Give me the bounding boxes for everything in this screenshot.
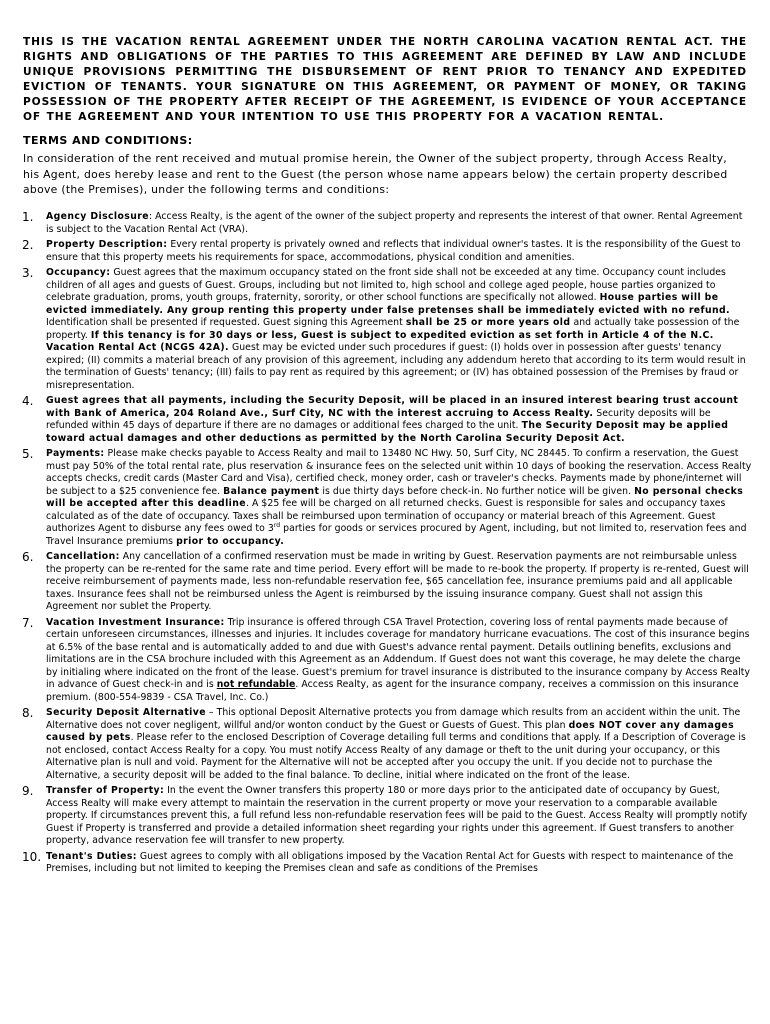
term-text: Property Description: <box>46 239 168 250</box>
terms-list <box>22 211 752 879</box>
term-text: . A $25 fee will be charged on all returned checks. Guest is responsible for sales and occupancy taxes calculated as of the date of occupancy. Taxes shall be reimbursed upon termination of occupancy or material breach of this Agreement. Guest authorizes Agent to disburse any fees owed to 3 <box>46 498 726 534</box>
term-text: In the event the Owner transfers this property 180 or more days prior to the anticipated date of occupancy by Guest, Access Realty will make every attempt to maintain the reservation in the current property or move your reservation to a comparable available property. If circumstances prevent this, a full refund less non-refundable reservation fees will be paid to the Guest. Access Realty will promptly notify Guest if Property is transferred and provide a detailed information sheet regarding your rights under this agreement. If Guest transfers to another property, advance reservation fee will transfer to new property. <box>46 785 748 846</box>
term-text: Guest may be evicted under such procedures if guest: (I) holds over in possession after guests' tenancy expired; (II) commits a material breach of any provision of this agreement, including any addendum hereto that according to its term would result in the termination of Guests' tenancy; (III) fails to pay rent as required by this agreement; or (IV) has obtained possession of the Premises by fraud or misrepresentation. <box>46 342 746 391</box>
term-text: : Access Realty, is the agent of the owner of the subject property and represents the interest of that owner. Rental Agreement is subject to the Vacation Rental Act (VRA). <box>46 211 743 235</box>
term-text: No personal checks will be accepted after this deadline <box>46 485 744 509</box>
term-text: The Security Deposit may be applied toward actual damages and other deductions as permitted by the North Carolina Security Deposit Act. <box>46 420 729 444</box>
term-text: Security deposits will be refunded within 45 days of departure if there are no damages or additional fees charged to the unit. <box>46 407 711 431</box>
term-text: Guest agrees to comply with all obligations imposed by the Vacation Rental Act for Guests with respect to maintenance of the Premises, including but not limited to keeping the Premises clean and safe as conditions of the Premises <box>46 850 734 874</box>
term-number: 3. <box>22 266 34 280</box>
term-number: 2. <box>22 238 34 252</box>
term-text: Cancellation: <box>46 551 120 562</box>
term-text: Agency Disclosure <box>46 211 149 222</box>
term-text: Vacation Investment Insurance: <box>46 616 225 628</box>
term-text: Transfer of Property: <box>46 785 165 796</box>
term-text: rd <box>273 521 281 529</box>
term-text: and actually take possession of the property. <box>46 317 740 341</box>
term-text: Occupancy: <box>46 267 111 278</box>
term-number: 7. <box>22 615 34 630</box>
term-text: If this tenancy is for 30 days or less, Guest is subject to expedited eviction as set forth in Article 4 of the N.C. Vacation Rental Act (NCGS 42A). <box>46 329 714 353</box>
term-item <box>22 785 752 848</box>
term-item <box>22 267 752 392</box>
term-item <box>22 395 752 445</box>
term-number: 5. <box>22 447 34 461</box>
term-item <box>22 551 752 614</box>
intro-paragraph: In consideration of the rent received and mutual promise herein, the Owner of the subject property, through Access Realty, his Agent, does hereby lease and rent to the Guest (the person whose name appears below) the certain property described above (the Premises), under the following terms and conditions: <box>23 152 728 196</box>
term-item <box>22 448 752 548</box>
term-text: Tenant's Duties: <box>46 850 137 862</box>
term-number: 8. <box>22 706 34 720</box>
term-text: Please make checks payable to Access Realty and mail to 13480 NC Hwy. 50, Surf City, NC 28445. To confirm a reservation, the Guest must pay 50% of the total rental rate, plus reservation & insurance fees on the selected unit within 10 days of booking the reservation. Access Realty accepts checks, credit cards (Master Card and Visa), certified check, money order, cash or traveler's checks. Payments made by phone/internet will be subject to a $25 convenience fee. <box>46 448 752 497</box>
term-text: House parties will be evicted immediately. Any group renting this property under false pretenses shall be immediately evicted with no refund. <box>46 292 730 316</box>
term-text: does NOT cover any damages caused by pets <box>46 719 735 743</box>
term-item <box>22 851 752 876</box>
term-text: shall be 25 or more years old <box>405 317 571 328</box>
term-text: prior to occupancy. <box>176 535 285 547</box>
term-text: Balance payment <box>223 485 320 497</box>
term-text: not refundable <box>216 679 296 690</box>
term-text: . Access Realty, as agent for the insurance company, receives a commission on this insurance premium. (800-554-9839 - CSA Travel, Inc. Co.) <box>46 679 739 703</box>
term-text: – This optional Deposit Alternative protects you from damage which results from an accident within the unit. The Alternative does not cover negligent, willful and/or wonton conduct by the Guest or Guests of Guest. This plan <box>46 707 741 731</box>
term-item <box>22 239 752 264</box>
term-number: 10. <box>22 849 42 864</box>
term-text: Trip insurance is offered through CSA Travel Protection, covering loss of rental payments made because of certain unforeseen circumstances, illnesses and injuries. It includes coverage for mandatory hurricane evacuations. The cost of this insurance begins at 6.5% of the base rental and is automatically added to and due with Guest's advance rental payment. Details outlining benefits, exclusions and limitations are in the CSA brochure included with this Agreement as an Addendum. If Guest does not want this coverage, he may delete the charge by initialing where indicated on the front of the lease. Guest's premium for travel insurance is distributed to the insurance company by Access Realty in advance of Guest check-in and is <box>46 616 751 690</box>
term-item <box>22 617 752 705</box>
term-text: Security Deposit Alternative <box>46 707 206 718</box>
term-text: parties for goods or services procured by Agent, including, but not limited to, reservation fees and Travel Insurance premiums <box>46 523 747 547</box>
agreement-header: THIS IS THE VACATION RENTAL AGREEMENT UNDER THE NORTH CAROLINA VACATION RENTAL ACT. THE RIGHTS AND OBLIGATIONS OF THE PARTIES TO THIS AGREEMENT ARE DEFINED BY LAW AND INCLUDE UNIQUE PROVISIONS PERMITTING THE DISBURSEMENT OF RENT PRIOR TO TENANCY AND EXPEDITED EVICTION OF TENANTS. YOUR SIGNATURE ON THIS AGREEMENT, OR PAYMENT OF MONEY, OR TAKING POSSESSION OF THE PROPERTY AFTER RECEIPT OF THE AGREEMENT, IS EVIDENCE OF YOUR ACCEPTANCE OF THE AGREEMENT AND YOUR INTENTION TO USE THIS PROPERTY FOR A VACATION RENTAL. <box>23 36 747 123</box>
term-text: Every rental property is privately owned and reflects that individual owner's tastes. It is the responsibility of the Guest to ensure that this property meets his requirements for space, accommodations, physical condition and amenities. <box>46 239 741 263</box>
term-text: Any cancellation of a confirmed reservation must be made in writing by Guest. Reservation payments are not reimbursable unless the property can be re-rented for the same rate and time period. Every effort will be made to re-book the property. If property is re-rented, Guest will receive reimbursement of payments made, less non-refundable reservation fee, $65 cancellation fee, insurance premiums paid and all applicable taxes. Insurance fees shall not be reimbursed unless the Agent is reimbursed by the issuing insurance company. Guest shall not assign this Agreement nor sublet the Property. <box>46 551 749 612</box>
term-text: Identification shall be presented if requested. Guest signing this Agreement <box>46 317 406 328</box>
term-text: Guest agrees that all payments, including the Security Deposit, will be placed in an insured interest bearing trust account with Bank of America, 204 Roland Ave., Surf City, NC with the interest accruing to Access Realty. <box>46 395 739 419</box>
term-text: . Please refer to the enclosed Description of Coverage detailing full terms and conditions that apply. If a Description of Coverage is not enclosed, contact Access Realty for a copy. You must notify Access Realty of any damage or theft to the unit during your occupancy, or this Alternative plan is null and void. Payment for the Alternative will not be accepted after you occupy the unit. If you decide not to purchase the Alternative, a security deposit will be added to the final balance. To decline, initial where indicated on the front of the lease. <box>46 732 746 781</box>
term-text: is due thirty days before check-in. No further notice will be given. <box>319 485 635 497</box>
term-item <box>22 211 752 236</box>
terms-title: TERMS AND CONDITIONS: <box>23 134 193 147</box>
term-text: Guest agrees that the maximum occupancy stated on the front side shall not be exceeded at any time. Occupancy count includes children of all ages and guests of Guest. Groups, including but not limited to, high school and college aged people, house parties organized to celebrate graduation, proms, youth groups, fraternity, sorority, or other school functions are specifically not allowed. <box>46 267 726 303</box>
term-item <box>22 707 752 782</box>
term-text: Payments: <box>46 448 105 459</box>
term-number: 6. <box>22 550 34 564</box>
term-number: 4. <box>22 394 34 408</box>
term-number: 1. <box>22 210 34 224</box>
term-number: 9. <box>22 784 34 798</box>
